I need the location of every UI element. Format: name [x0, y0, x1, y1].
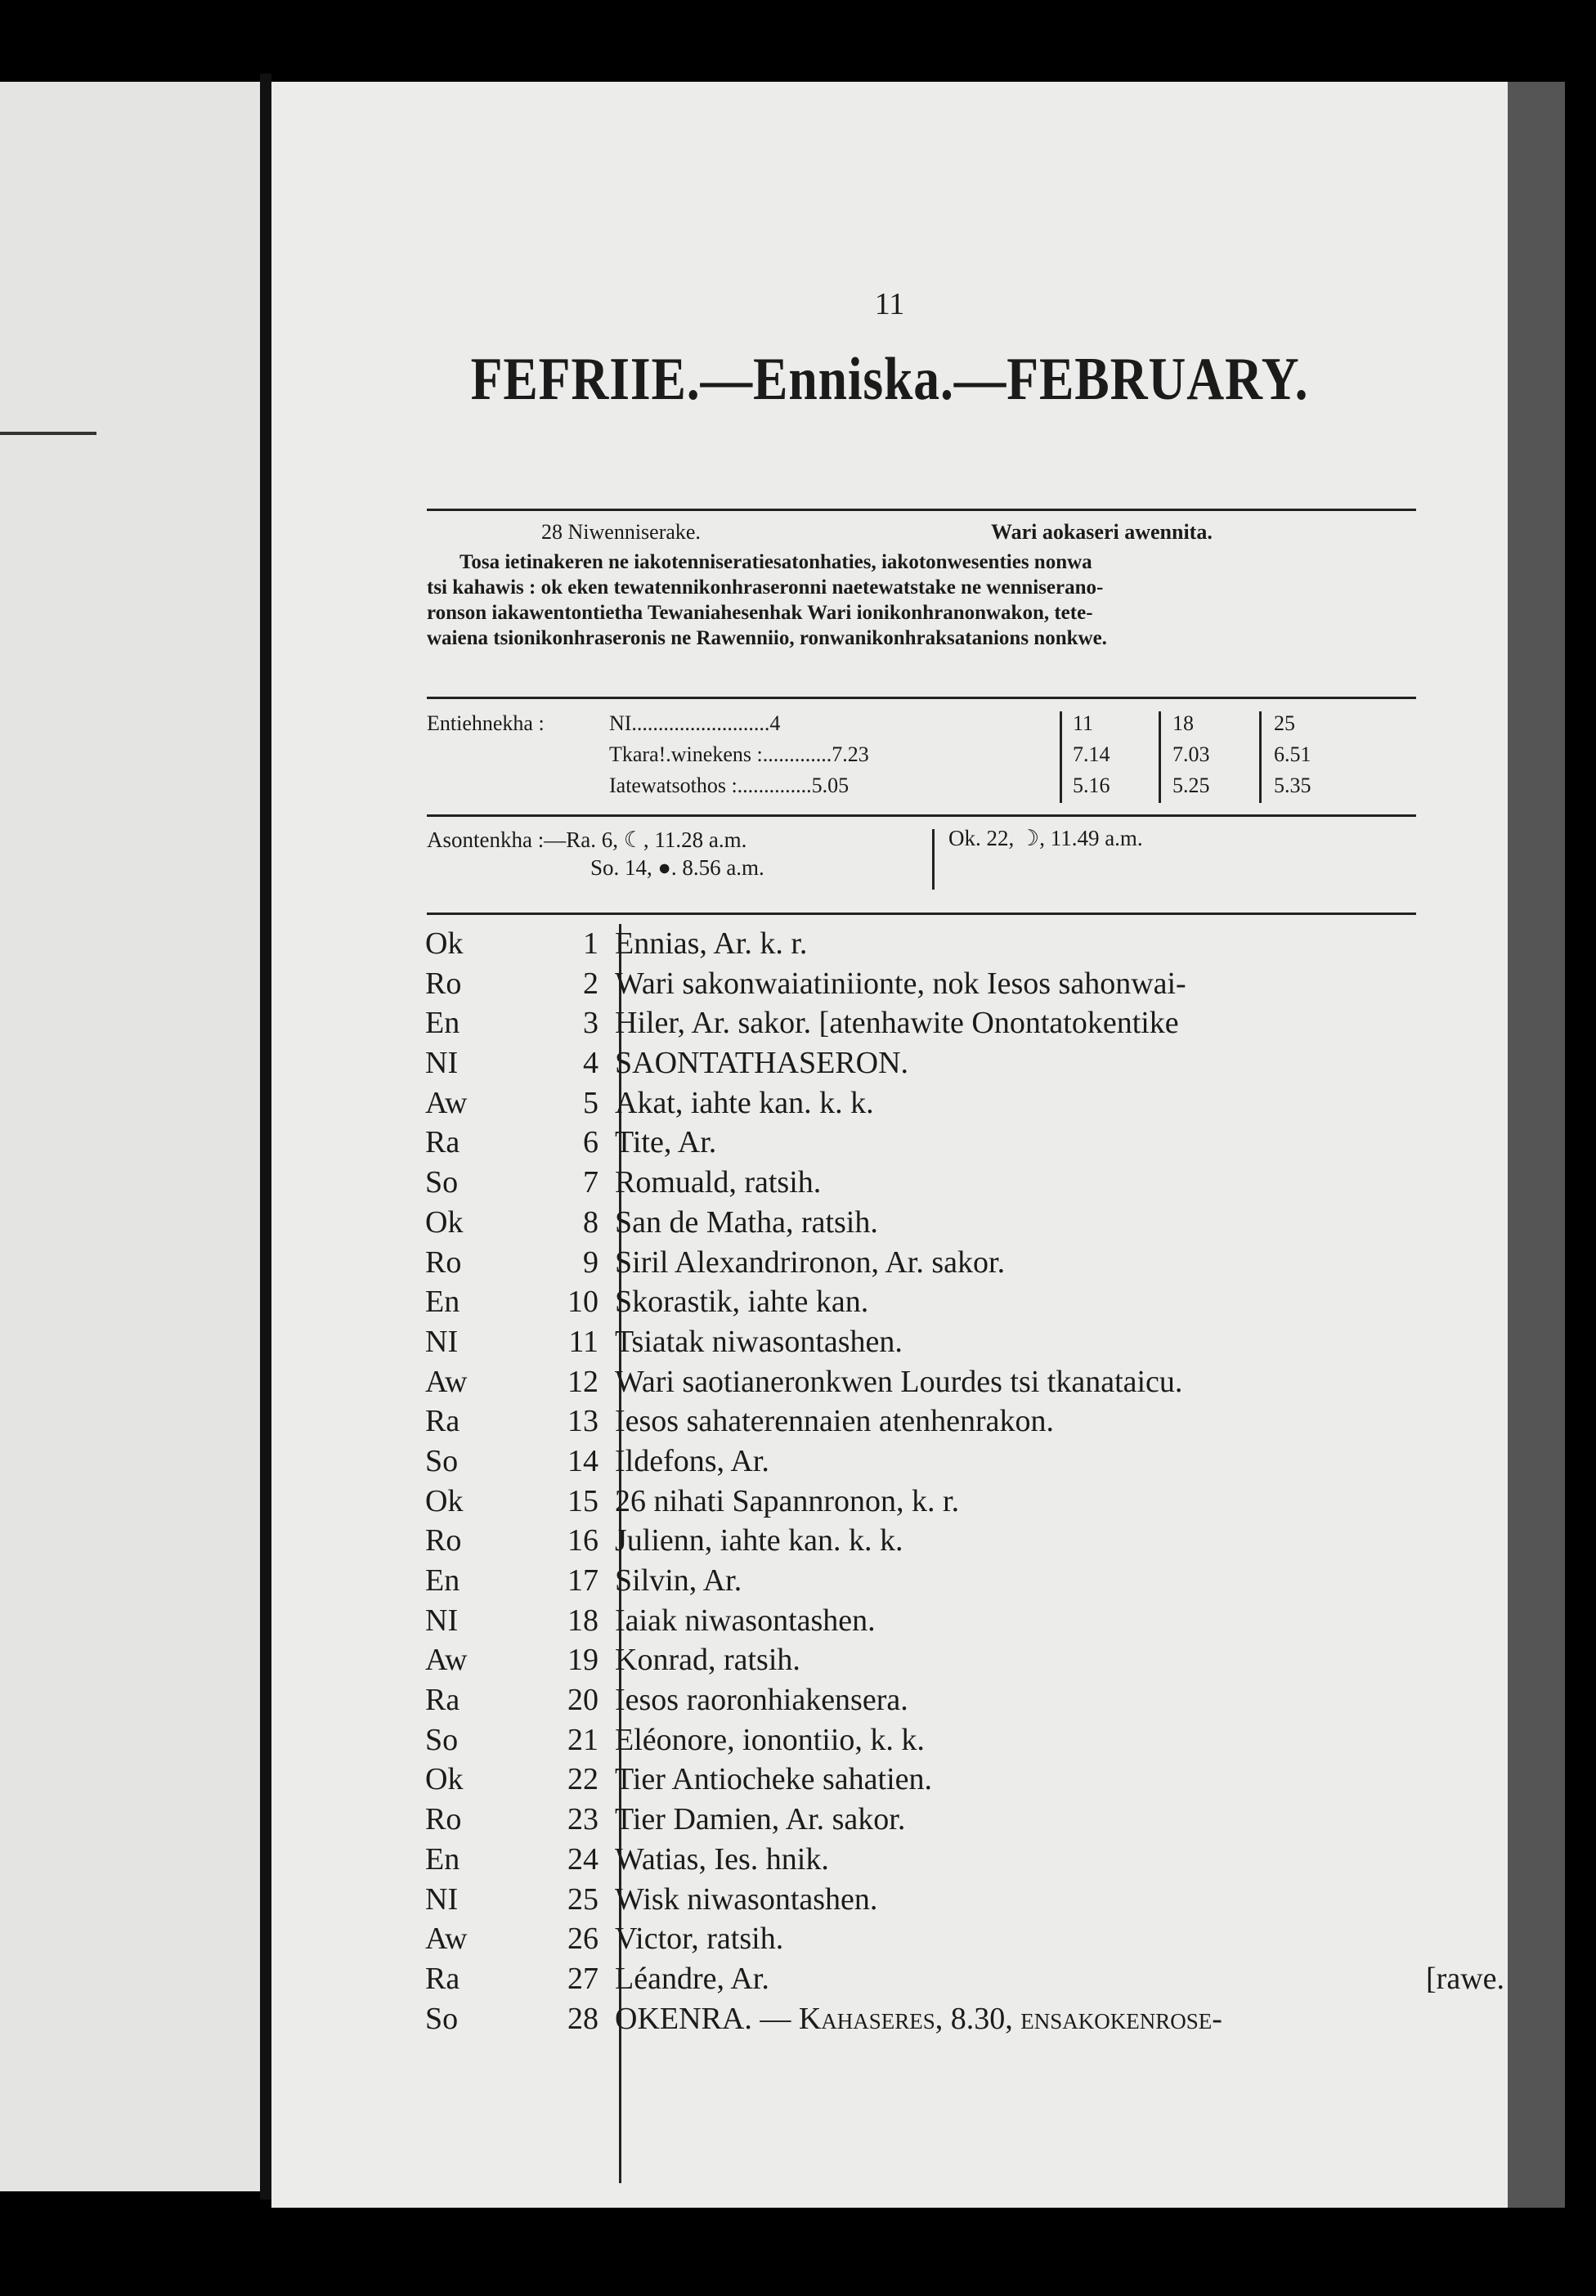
day-entry: Silvin, Ar. — [615, 1563, 742, 1598]
day-number: 27 — [567, 1961, 598, 1996]
day-number: 22 — [567, 1762, 598, 1797]
day-entry: Romuald, ratsih. — [615, 1165, 822, 1200]
day-number: 16 — [567, 1523, 598, 1558]
weekday-abbr: Aw — [425, 1085, 468, 1120]
day-entry: Tier Antiocheke sahatien. — [615, 1762, 933, 1797]
calendar-row — [425, 964, 1504, 1004]
calendar-row — [425, 1362, 1504, 1402]
day-number: 17 — [567, 1563, 598, 1598]
day-entry: 26 nihati Sapannronon, k. r. — [615, 1483, 960, 1518]
weekday-abbr: Ra — [425, 1404, 460, 1439]
day-entry: Ennias, Ar. k. r. — [615, 926, 808, 961]
day-number: 3 — [583, 1006, 598, 1041]
day-entry: Akat, iahte kan. k. k. — [615, 1085, 874, 1120]
calendar-row — [425, 1561, 1504, 1601]
sun-column — [1274, 711, 1364, 805]
day-entry: Hiler, Ar. sakor. [atenhawite Onontatokentike — [615, 1006, 1179, 1041]
calendar-row — [425, 1442, 1504, 1482]
paragraph-line: ronson iakawentontietha Tewaniahesenhak Wari ionikonhranonwakon, tete- — [427, 602, 1093, 624]
weekday-abbr: Ro — [425, 1244, 462, 1280]
continuation-text: [rawe. — [1426, 1961, 1504, 1996]
day-number: 24 — [567, 1841, 598, 1877]
calendar-row — [425, 1163, 1504, 1203]
day-entry: Iesos raoronhiakensera. — [615, 1683, 908, 1718]
day-entry: Konrad, ratsih. — [615, 1643, 800, 1678]
calendar-row — [425, 1203, 1504, 1243]
calendar-row — [425, 924, 1504, 964]
day-number: 26 — [567, 1922, 598, 1957]
page-title: FEFRIIE.—Enniska.—FEBRUARY. — [470, 346, 1309, 413]
day-entry: Tier Damien, Ar. sakor. — [615, 1802, 906, 1837]
calendar-row — [425, 1521, 1504, 1561]
sun-cell: 25 — [1274, 711, 1295, 735]
left-page — [0, 82, 260, 2191]
day-entry: Eléonore, ionontiio, k. k. — [615, 1722, 925, 1757]
calendar-row — [425, 1959, 1504, 1999]
sun-column — [1073, 711, 1163, 805]
calendar-row — [425, 1083, 1504, 1123]
left-page-rule — [0, 432, 96, 435]
sun-cell: 5.35 — [1274, 774, 1311, 797]
weekday-abbr: NI — [425, 1603, 459, 1638]
page-number: 11 — [874, 287, 905, 321]
day-number: 19 — [567, 1643, 598, 1678]
sun-times — [427, 711, 1424, 808]
calendar-table — [425, 924, 1504, 2038]
weekday-abbr: Ok — [425, 1483, 464, 1518]
sun-cell: 5.25 — [1172, 774, 1210, 797]
moon-note: Wari aokaseri awennita. — [991, 520, 1213, 544]
day-number: 20 — [567, 1683, 598, 1718]
sun-row: NI..........................4 — [609, 711, 781, 735]
day-entry: Tite, Ar. — [615, 1125, 717, 1160]
sun-cell: 18 — [1172, 711, 1194, 735]
weekday-abbr: Aw — [425, 1922, 468, 1957]
moon-phases — [427, 826, 764, 881]
weekday-abbr: Aw — [425, 1364, 468, 1399]
paragraph-line: waiena tsionikonhraseronis ne Rawenniio, ronwanikonhraksatanions nonkwe. — [427, 627, 1107, 649]
day-number: 14 — [567, 1443, 598, 1478]
day-number: 15 — [567, 1483, 598, 1518]
moon-phase-line: Ok. 22, ☽, 11.49 a.m. — [948, 826, 1143, 850]
moon-phase-line: Asontenkha :—Ra. 6, ☾, 11.28 a.m. — [427, 827, 747, 852]
paragraph-rule — [427, 697, 1416, 699]
calendar-row — [425, 1840, 1504, 1880]
intro-paragraph — [427, 549, 1416, 651]
sun-cell: 5.16 — [1073, 774, 1110, 797]
day-number: 25 — [567, 1881, 598, 1917]
calendar-row — [425, 1243, 1504, 1283]
sun-cell: 7.14 — [1073, 742, 1110, 766]
weekday-abbr: Ok — [425, 1204, 464, 1240]
weekday-abbr: Aw — [425, 1643, 468, 1678]
day-entry: Iesos sahaterennaien atenhenrakon. — [615, 1404, 1055, 1439]
book-gutter — [260, 74, 271, 2200]
calendar-row — [425, 1401, 1504, 1442]
day-number: 7 — [583, 1165, 598, 1200]
calendar-row — [425, 1720, 1504, 1760]
column-divider — [1060, 711, 1062, 803]
day-number: 28 — [567, 2001, 598, 2036]
sun-row: Iatewatsothos :..............5.05 — [609, 774, 850, 797]
day-entry: San de Matha, ratsih. — [615, 1204, 878, 1240]
day-number: 4 — [583, 1046, 598, 1081]
weekday-abbr: Ro — [425, 966, 462, 1001]
weekday-abbr: Ok — [425, 1762, 464, 1797]
calendar-row — [425, 1760, 1504, 1800]
day-entry: Tsiatak niwasontashen. — [615, 1324, 903, 1359]
sun-cell: 7.03 — [1172, 742, 1210, 766]
day-number: 13 — [567, 1404, 598, 1439]
day-entry: Siril Alexandrironon, Ar. sakor. — [615, 1244, 1006, 1280]
calendar-row — [425, 1043, 1504, 1083]
weekday-abbr: En — [425, 1563, 460, 1598]
calendar-row — [425, 1482, 1504, 1522]
sun-cell: 11 — [1073, 711, 1094, 735]
almanac-page — [271, 82, 1508, 2208]
weekday-abbr: En — [425, 1841, 460, 1877]
day-number: 2 — [583, 966, 598, 1001]
calendar-row — [425, 1680, 1504, 1720]
day-entry: Skorastik, iahte kan. — [615, 1285, 869, 1320]
calendar-row — [425, 1003, 1504, 1043]
phase-divider — [932, 829, 935, 890]
day-number: 9 — [583, 1244, 598, 1280]
sun-rule — [427, 814, 1416, 817]
paragraph-line: Tosa ietinakeren ne iakotenniseratiesatonhaties, iakotonwesenties nonwa — [460, 551, 1092, 573]
calendar-row — [425, 1800, 1504, 1840]
sun-cell: 6.51 — [1274, 742, 1311, 766]
weekday-abbr: En — [425, 1006, 460, 1041]
day-number: 8 — [583, 1204, 598, 1240]
weekday-abbr: Ok — [425, 926, 464, 961]
page-edge — [1508, 82, 1565, 2208]
weekday-abbr: NI — [425, 1046, 459, 1081]
day-entry: Léandre, Ar. — [615, 1961, 769, 1996]
weekday-abbr: Ro — [425, 1523, 462, 1558]
day-entry: Watias, Ies. hnik. — [615, 1841, 829, 1877]
weekday-abbr: NI — [425, 1881, 459, 1917]
day-number: 18 — [567, 1603, 598, 1638]
calendar-row — [425, 1640, 1504, 1680]
day-number: 6 — [583, 1125, 598, 1160]
title-rule — [427, 509, 1416, 511]
calendar-row — [425, 1322, 1504, 1362]
weekday-abbr: So — [425, 1165, 459, 1200]
calendar-row — [425, 1919, 1504, 1959]
calendar-row — [425, 1123, 1504, 1163]
day-entry: Wari sakonwaiatiniionte, nok Iesos sahonwai- — [615, 966, 1186, 1001]
sun-column — [1172, 711, 1262, 805]
calendar-row — [425, 1282, 1504, 1322]
day-number: 1 — [583, 926, 598, 961]
weekday-abbr: NI — [425, 1324, 459, 1359]
column-divider — [1259, 711, 1262, 803]
day-number: 21 — [567, 1722, 598, 1757]
day-entry: Julienn, iahte kan. k. k. — [615, 1523, 903, 1558]
calendar-row — [425, 1999, 1504, 2039]
sun-label: Entiehnekha : — [427, 711, 545, 735]
day-entry: OKENRA. — Kahaseres, 8.30, ensakokenrose- — [615, 2001, 1222, 2036]
day-entry: Wari saotianeronkwen Lourdes tsi tkanataicu. — [615, 1364, 1183, 1399]
weekday-abbr: Ra — [425, 1125, 460, 1160]
day-entry: SAONTATHASERON. — [615, 1046, 909, 1081]
calendar-row — [425, 1880, 1504, 1920]
day-entry: Iaiak niwasontashen. — [615, 1603, 876, 1638]
weekday-abbr: Ra — [425, 1683, 460, 1718]
calendar-row — [425, 1601, 1504, 1641]
weekday-abbr: So — [425, 1443, 459, 1478]
day-entry: Wisk niwasontashen. — [615, 1881, 878, 1917]
day-number: 11 — [568, 1324, 598, 1359]
moon-days: 28 Niwenniserake. — [541, 520, 701, 544]
weekday-abbr: En — [425, 1285, 460, 1320]
day-number: 10 — [567, 1285, 598, 1320]
column-divider — [1159, 711, 1161, 803]
weekday-abbr: Ra — [425, 1961, 460, 1996]
day-number: 5 — [583, 1085, 598, 1120]
day-entry: Victor, ratsih. — [615, 1922, 784, 1957]
day-number: 12 — [567, 1364, 598, 1399]
sun-row: Tkara!.winekens :.............7.23 — [609, 742, 869, 766]
phase-rule — [427, 913, 1416, 915]
day-entry: Ildefons, Ar. — [615, 1443, 769, 1478]
moon-phase-line: So. 14, ●. 8.56 a.m. — [590, 855, 764, 880]
weekday-abbr: Ro — [425, 1802, 462, 1837]
weekday-abbr: So — [425, 1722, 459, 1757]
day-number: 23 — [567, 1802, 598, 1837]
weekday-abbr: So — [425, 2001, 459, 2036]
paragraph-line: tsi kahawis : ok eken tewatennikonhraseronni naetewatstake ne wenniserano- — [427, 576, 1104, 599]
